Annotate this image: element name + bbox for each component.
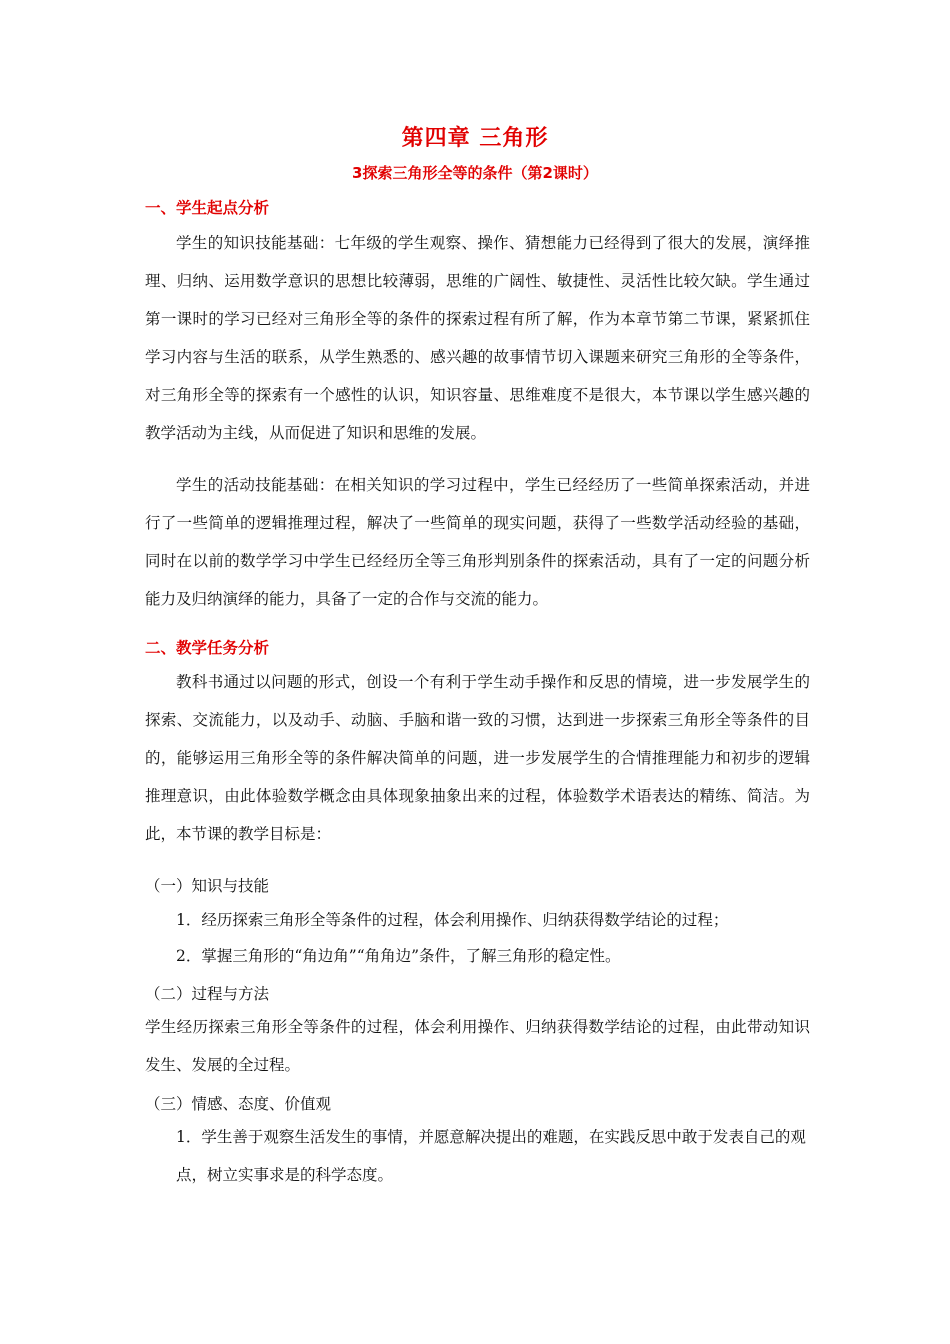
lesson-subtitle: 3探索三角形全等的条件（第2课时） <box>352 164 598 182</box>
list-item-goal-1: 1．经历探索三角形全等条件的过程，体会利用操作、归纳获得数学结论的过程； <box>176 911 729 929</box>
section-heading-student-analysis: 一、学生起点分析 <box>145 199 270 217</box>
subheading-process-method: （二）过程与方法 <box>145 985 270 1003</box>
chapter-title: 第四章 三角形 <box>401 126 549 151</box>
paragraph-process-method: 学生经历探索三角形全等条件的过程，体会利用操作、归纳获得数学结论的过程，由此带动知识发生、发展的全过程。 <box>145 1018 810 1074</box>
subheading-emotion-attitude: （三）情感、态度、价值观 <box>145 1095 332 1113</box>
subheading-knowledge-skills: （一）知识与技能 <box>145 877 270 895</box>
list-item-goal-2: 2．掌握三角形的“角边角”“角角边”条件，了解三角形的稳定性。 <box>176 947 621 965</box>
section-heading-task-analysis: 二、教学任务分析 <box>145 639 270 657</box>
paragraph-knowledge-skills: 学生的知识技能基础：七年级的学生观察、操作、猜想能力已经得到了很大的发展，演绎推理、归纳、运用数学意识的思想比较薄弱，思维的广阔性、敏捷性、灵活性比较欠缺。学生通过第一课时的学习已经对三角形全等的条件的探索过程有所了解，作为本章节第二节课，紧紧抓住学习内容与生活的联系，从学生熟悉的、感兴趣的故事情节切入课题来研究三角形的全等条件，对三角形全等的探索有一个感性的认识，知识容量、思维难度不是很大，本节课以学生感兴趣的教学活动为主线，从而促进了知识和思维的发展。 <box>145 234 810 442</box>
paragraph-activity-skills: 学生的活动技能基础：在相关知识的学习过程中，学生已经经历了一些简单探索活动，并进行了一些简单的逻辑推理过程，解决了一些简单的现实问题，获得了一些数学活动经验的基础，同时在以前的数学学习中学生已经经历全等三角形判别条件的探索活动，具有了一定的问题分析能力及归纳演绎的能力，具备了一定的合作与交流的能力。 <box>145 476 810 608</box>
paragraph-task-analysis: 教科书通过以问题的形式，创设一个有利于学生动手操作和反思的情境，进一步发展学生的探索、交流能力，以及动手、动脑、手脑和谐一致的习惯，达到进一步探索三角形全等条件的目的，能够运用三角形全等的条件解决简单的问题，进一步发展学生的合情推理能力和初步的逻辑推理意识，由此体验数学概念由具体现象抽象出来的过程，体验数学术语表达的精练、简洁。为此，本节课的教学目标是： <box>145 673 810 843</box>
list-item-emotion-1: 1．学生善于观察生活发生的事情，并愿意解决提出的难题，在实践反思中敢于发表自己的观点，树立实事求是的科学态度。 <box>176 1128 806 1184</box>
